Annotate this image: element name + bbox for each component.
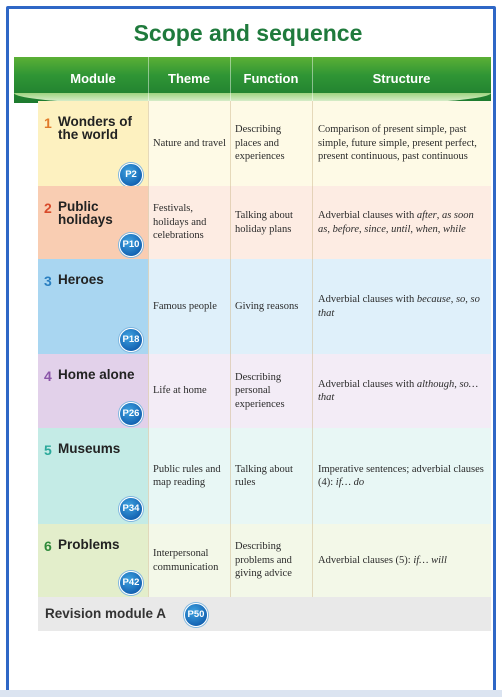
structure-segment: Imperative sentences; adverbial clauses (4): [318,463,484,488]
structure-segment: Adverbial clauses with [318,378,417,390]
module-name: Problems [58,537,120,552]
function-cell [230,354,312,428]
structure-keyword: so that [318,294,480,319]
module-number: 2 [44,200,52,216]
module-name: Museums [58,441,121,456]
theme-text: Public rules and map reading [153,463,221,488]
structure-keyword: after [416,210,437,221]
module-row[interactable] [38,524,491,598]
function-text: Describing personal experiences [235,371,285,410]
structure-text [318,378,487,405]
function-cell [230,428,312,524]
module-row[interactable] [38,354,491,429]
bottom-strip [0,690,502,697]
structure-text [318,463,487,490]
structure-text [318,293,487,320]
structure-segment: , [436,210,442,221]
module-number: 4 [44,368,52,384]
theme-cell [148,101,230,186]
module-row[interactable] [38,259,491,355]
structure-segment: , [450,294,456,305]
module-number: 6 [44,538,52,554]
module-cell [38,354,148,428]
theme-text: Interpersonal communication [153,548,219,573]
function-cell [230,524,312,597]
function-text: Describing problems and giving advice [235,541,292,580]
module-name: Public holidays [58,199,113,227]
structure-cell [312,186,491,259]
page-badge[interactable]: P50 [184,603,208,627]
structure-segment: Adverbial clauses with [318,210,417,221]
structure-segment: Comparison of present simple, past simple, future simple, present perfect, present continuous, past continuous [318,124,477,163]
structure-cell [312,354,491,428]
structure-keyword: so [455,294,466,305]
structure-cell [312,101,491,186]
theme-cell [148,354,230,428]
page-badge[interactable]: P42 [119,571,143,595]
module-number: 5 [44,442,52,458]
header-function: Function [230,57,313,101]
module-cell [38,186,148,259]
structure-text [318,554,447,568]
structure-segment: , [454,378,460,390]
module-name: Wonders of the world [58,114,132,142]
theme-text: Life at home [153,385,207,397]
structure-keyword: if… will [413,554,447,566]
structure-cell [312,428,491,524]
module-name: Heroes [58,272,104,287]
structure-keyword: if… do [335,477,365,488]
theme-cell [148,186,230,259]
module-cell [38,428,148,524]
page-title: Scope and sequence [133,20,363,46]
revision-label: Revision module A [45,606,167,621]
theme-cell [148,428,230,524]
function-text: Giving reasons [235,300,299,312]
theme-text: Festivals, holidays and celebrations [153,203,207,242]
theme-cell [148,524,230,597]
revision-row[interactable] [38,597,491,631]
header-structure: Structure [372,71,431,86]
module-cell [38,524,148,597]
page-badge[interactable]: P26 [119,402,143,426]
module-number: 3 [44,273,52,289]
structure-text [318,209,487,236]
module-name: Home alone [58,367,135,382]
module-number: 1 [44,115,52,131]
structure-keyword: while [443,223,466,235]
header-module: Module [38,57,149,101]
structure-segment: Adverbial clauses (5): [318,554,414,566]
theme-text: Nature and travel [153,137,226,149]
function-cell [230,259,312,354]
module-cell [38,259,148,354]
header-theme: Theme [148,57,231,101]
module-row[interactable] [38,186,491,260]
structure-keyword: although [416,378,455,390]
structure-segment: , [465,294,471,305]
structure-cell [312,524,491,597]
structure-segment: , [359,223,365,235]
structure-segment: , [410,223,416,235]
structure-keyword: when [415,223,438,235]
structure-text [318,123,487,164]
structure-keyword: before [332,223,360,235]
structure-keyword: since [364,223,386,235]
function-text: Talking about holiday plans [235,210,293,235]
structure-segment: Adverbial clauses with [318,294,417,305]
structure-keyword: as soon as [318,210,474,235]
structure-keyword: so… that [318,378,479,403]
structure-segment: , [385,223,392,235]
function-cell [230,186,312,259]
page-badge[interactable]: P18 [119,328,143,352]
structure-keyword: until [391,223,411,235]
function-cell [230,101,312,186]
structure-keyword: because [416,294,451,305]
function-text: Talking about rules [235,463,293,488]
theme-text: Famous people [153,300,217,312]
function-text: Describing places and experiences [235,124,285,163]
module-row[interactable] [38,428,491,525]
page-badge[interactable]: P2 [119,163,143,187]
structure-cell [312,259,491,354]
page-badge[interactable]: P34 [119,497,143,521]
module-row[interactable] [38,101,491,187]
module-cell [38,101,148,186]
theme-cell [148,259,230,354]
page-badge[interactable]: P10 [119,233,143,257]
structure-segment: , [327,223,333,235]
structure-segment: , [437,223,444,235]
